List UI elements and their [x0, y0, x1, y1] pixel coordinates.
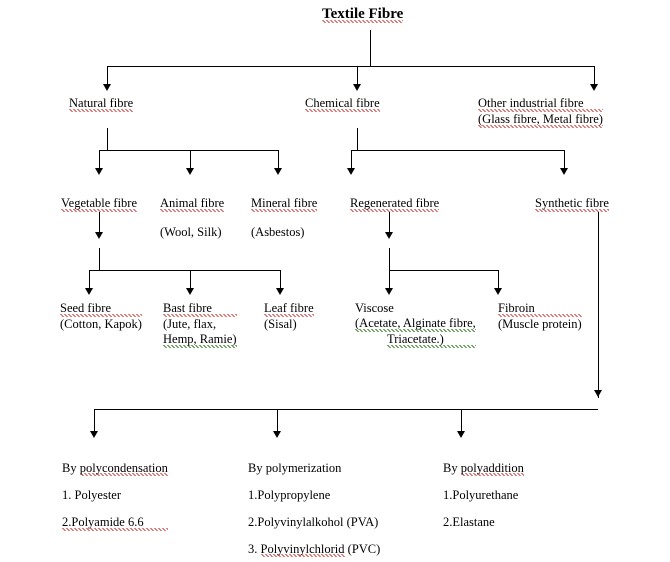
- arrow-vegetable: [95, 168, 103, 175]
- connector-vegetable-children-bus: [89, 270, 280, 271]
- arrow-polyaddition: [457, 431, 465, 438]
- node-bast-fibre: Bast fibre (Jute, flax, Hemp, Ramie): [163, 301, 237, 346]
- item-polyurethane: 1.Polyurethane: [443, 488, 519, 502]
- item-polyester: 1. Polyester: [62, 488, 122, 502]
- arrow-polycondensation: [90, 431, 98, 438]
- node-vegetable-fibre: Vegetable fibre: [61, 196, 138, 210]
- item-polyamide: 2.Polyamide 6.6: [62, 515, 168, 531]
- group-polyaddition-heading: By polyaddition: [443, 461, 524, 475]
- node-mineral-fibre: Mineral fibre (Asbestos): [251, 196, 318, 239]
- connector-level1-bus: [107, 66, 594, 67]
- node-other-industrial-fibre: Other industrial fibre (Glass fibre, Metal fibre): [478, 96, 603, 126]
- connector-regenerated-down: [351, 150, 352, 170]
- connector-chemical-stem: [357, 128, 358, 150]
- connector-polymerization-down: [277, 409, 278, 433]
- connector-vegetable-stem: [99, 212, 100, 234]
- arrow-viscose: [385, 288, 393, 295]
- connector-chemical-down: [357, 66, 358, 86]
- node-seed-fibre: Seed fibre (Cotton, Kapok): [60, 301, 142, 331]
- connector-seed-down: [89, 270, 90, 290]
- group-polycondensation: [62, 461, 168, 531]
- arrow-natural: [103, 84, 111, 91]
- arrow-regenerated: [347, 168, 355, 175]
- node-regenerated-fibre: Regenerated fibre: [350, 196, 440, 210]
- item-pva: 2.Polyvinylalkohol (PVA): [248, 515, 379, 529]
- node-viscose: Viscose (Acetate, Alginate fibre, Triacetate.): [355, 301, 476, 346]
- arrow-animal: [186, 168, 194, 175]
- connector-chemical-bus: [351, 150, 564, 151]
- item-polypropylene: 1.Polypropylene: [248, 488, 331, 502]
- connector-vegetable-down: [99, 150, 100, 170]
- connector-fibroin-down: [498, 270, 499, 290]
- group-polymerization-heading: By polymerization: [248, 461, 342, 475]
- connector-leaf-down: [280, 270, 281, 290]
- node-leaf-fibre: Leaf fibre (Sisal): [264, 301, 314, 331]
- arrow-fibroin: [494, 288, 502, 295]
- arrow-mineral: [274, 168, 282, 175]
- connector-vegetable-stem2: [99, 248, 100, 270]
- arrow-regenerated-stem: [385, 232, 393, 239]
- connector-other-down: [594, 66, 595, 86]
- connector-animal-down: [190, 150, 191, 170]
- connector-synthetic-long: [598, 212, 599, 398]
- connector-regenerated-stem2: [389, 248, 390, 270]
- group-polycondensation-heading: By polycondensation: [62, 461, 168, 475]
- node-natural-fibre: Natural fibre: [69, 96, 134, 110]
- connector-bast-down: [190, 270, 191, 290]
- arrow-seed: [85, 288, 93, 295]
- item-elastane: 2.Elastane: [443, 515, 495, 529]
- arrow-synthetic: [560, 168, 568, 175]
- connector-natural-bus: [99, 150, 278, 151]
- group-polyaddition: [443, 461, 524, 530]
- arrow-vegetable-stem: [95, 232, 103, 239]
- connector-regenerated-stem: [389, 212, 390, 234]
- diagram-title: Textile Fibre: [322, 6, 404, 22]
- connector-polyaddition-down: [461, 409, 462, 433]
- connector-mineral-down: [278, 150, 279, 170]
- connector-synthetic-down: [564, 150, 565, 170]
- item-pvc: 3. Polyvinylchlorid (PVC): [248, 542, 381, 556]
- connector-title-down: [370, 30, 371, 66]
- arrow-other: [590, 84, 598, 91]
- group-polymerization: [248, 461, 380, 557]
- connector-natural-stem: [107, 128, 108, 150]
- node-chemical-fibre: Chemical fibre: [305, 96, 380, 110]
- node-synthetic-fibre: Synthetic fibre: [535, 196, 609, 210]
- node-animal-fibre: Animal fibre (Wool, Silk): [160, 196, 225, 239]
- arrow-bast: [186, 288, 194, 295]
- arrow-polymerization: [273, 431, 281, 438]
- connector-natural-down: [107, 66, 108, 86]
- arrow-chemical: [353, 84, 361, 91]
- connector-viscose-down: [389, 270, 390, 290]
- connector-synthetic-bus: [94, 409, 598, 410]
- arrow-synthetic-long: [594, 390, 602, 397]
- arrow-leaf: [276, 288, 284, 295]
- connector-regenerated-children-bus: [389, 270, 498, 271]
- connector-polycondensation-down: [94, 409, 95, 433]
- node-fibroin: Fibroin (Muscle protein): [498, 301, 582, 331]
